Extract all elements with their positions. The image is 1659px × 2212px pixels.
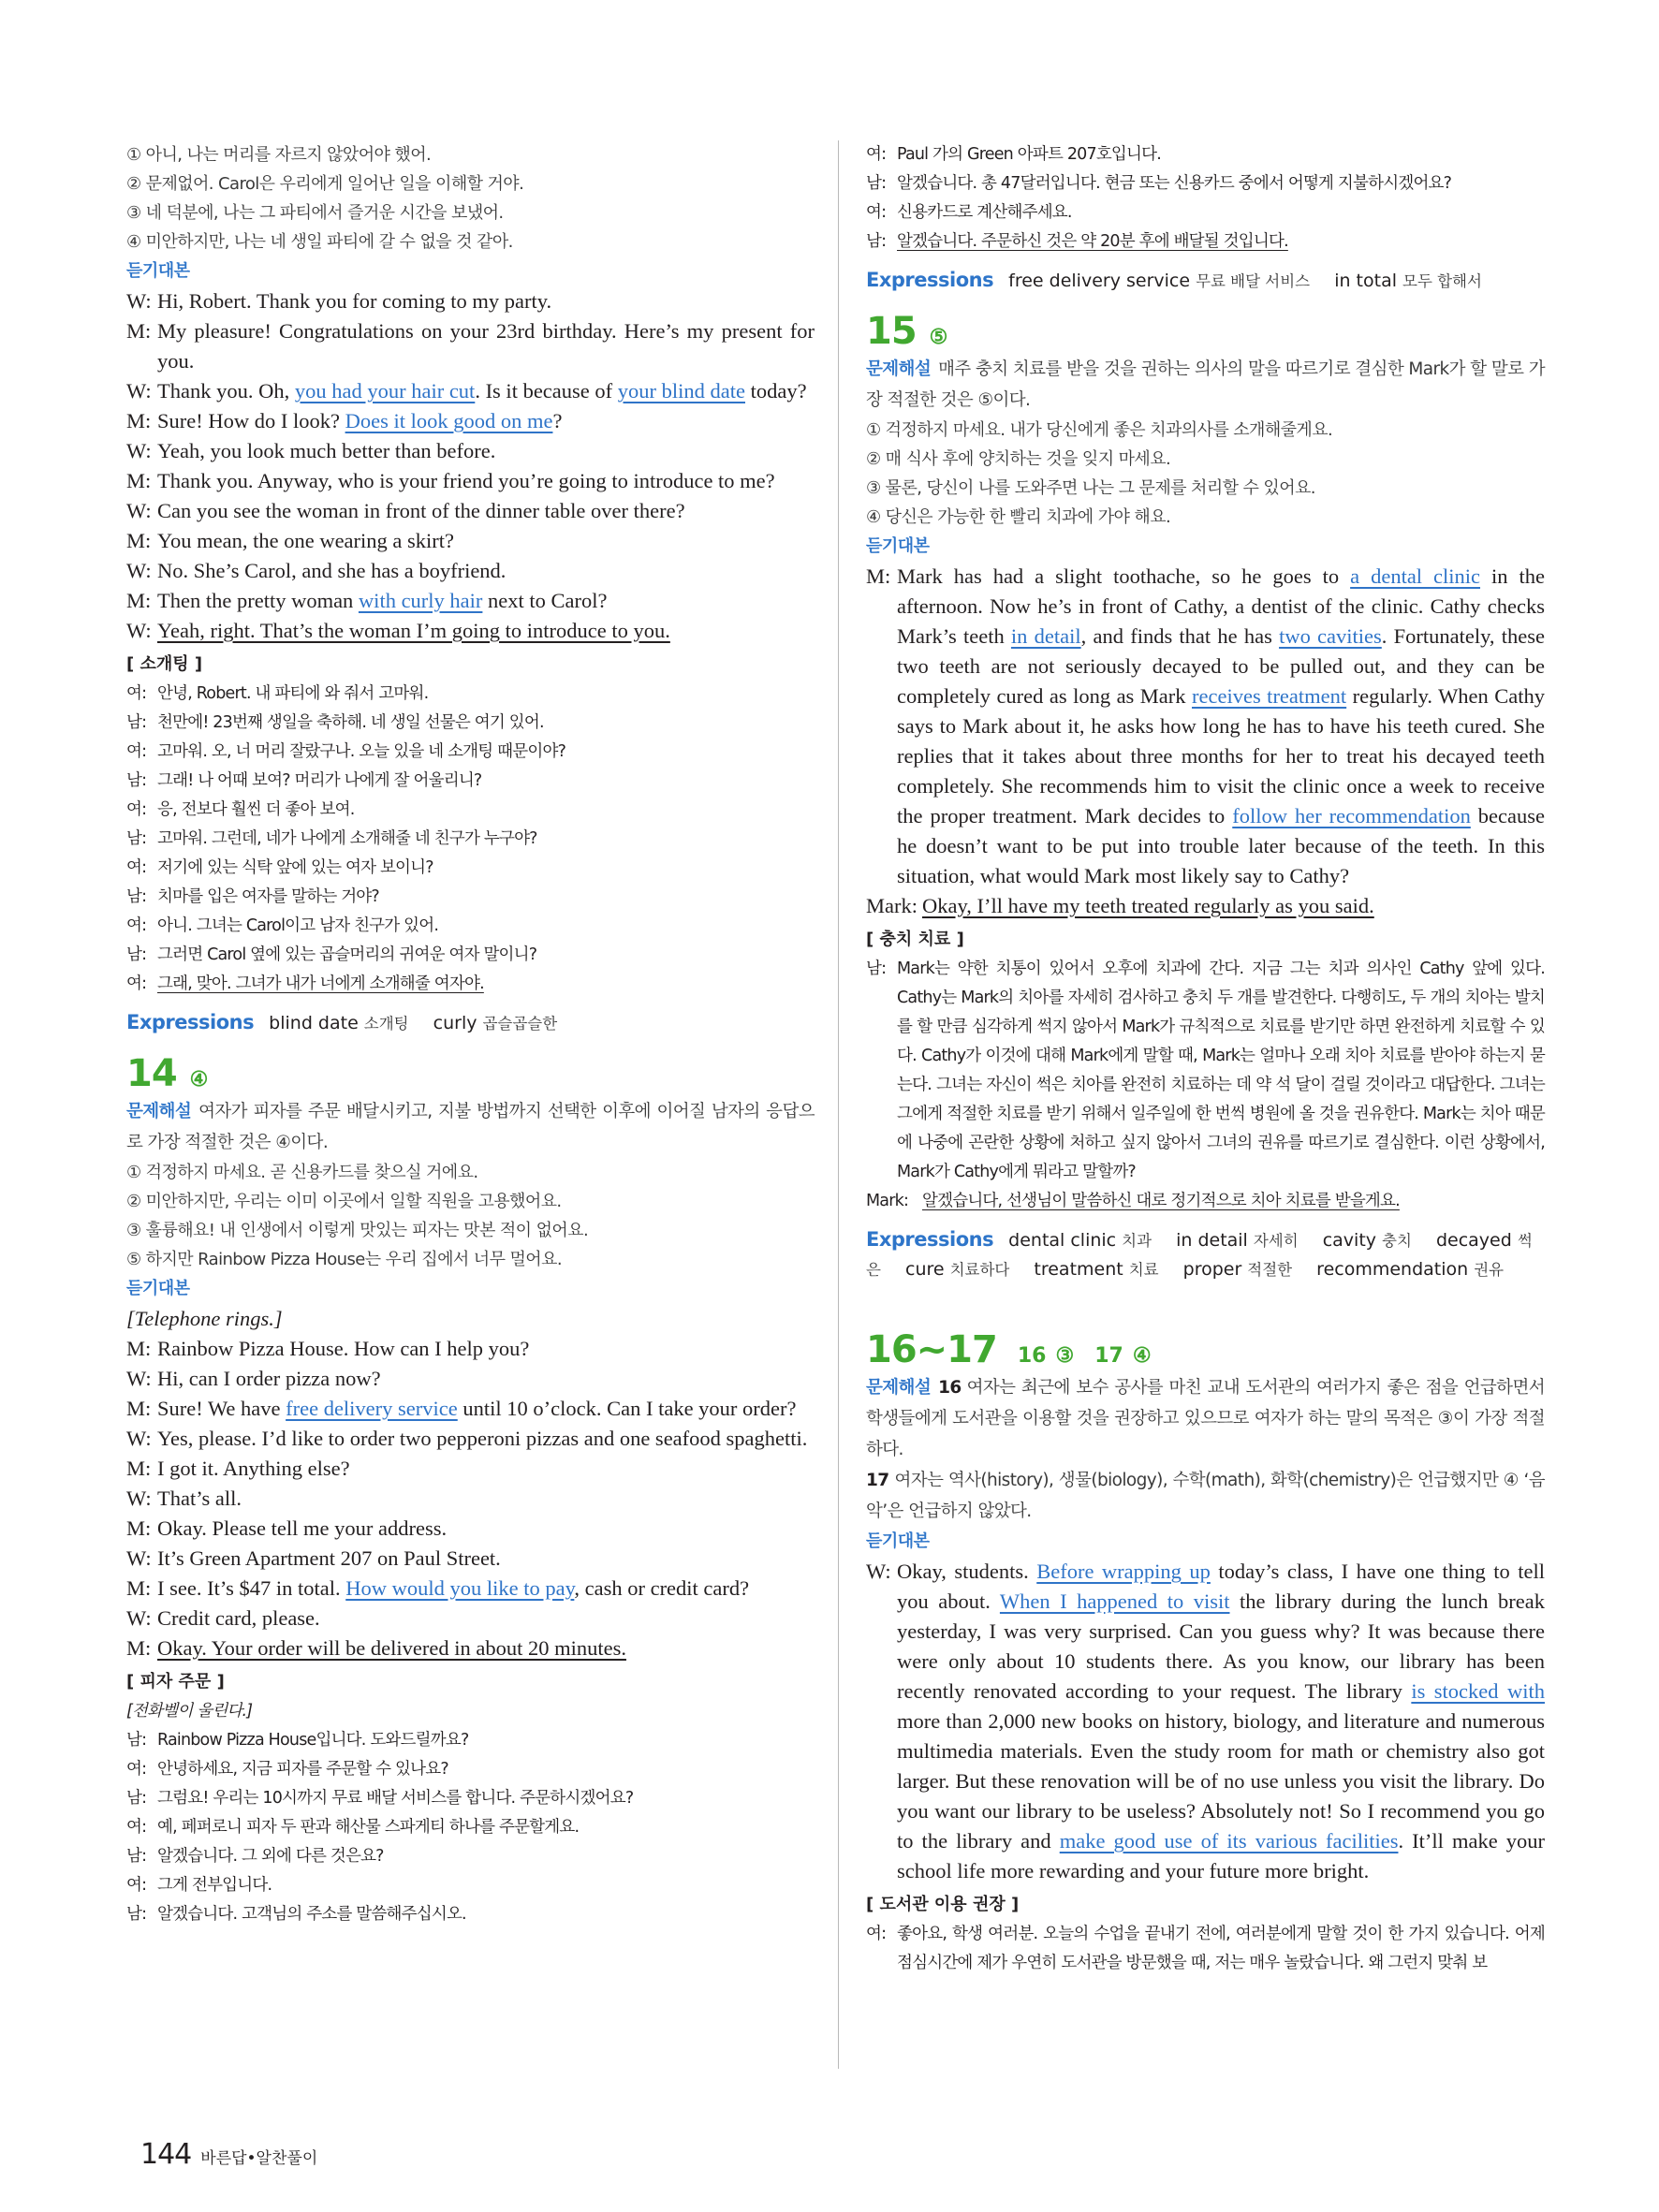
answer-line: Yeah, right. That’s the woman I’m going to introduce to you. — [157, 619, 670, 642]
q14-translation-title: [ 피자 주문 ] — [126, 1672, 225, 1692]
stage-direction: [Telephone rings.] — [126, 1307, 283, 1330]
book-title: 바른답•알찬풀이 — [200, 2149, 318, 2168]
q15-option-4: ④ 당신은 가능한 한 빨리 치과에 가야 해요. — [866, 507, 1171, 527]
q15-explanation: 문제해설 매주 충치 치료를 받을 것을 권하는 의사의 말을 따르기로 결심한 Mark가 할 말로 가장 적절한 것은 ⑤이다. — [866, 359, 1545, 410]
dialogue-line: No. She’s Carol, and she has a boyfriend. — [157, 559, 507, 582]
q13-script — [126, 286, 815, 646]
q17-explanation: 17 여자는 역사(history), 생물(biology), 수학(math), 화학(chemistry)은 언급했지만 ④ ‘음악’은 언급하지 않았다. — [866, 1471, 1545, 1521]
q16-17-translation-title: [ 도서관 이용 권장 ] — [866, 1895, 1020, 1914]
page-footer — [140, 2138, 317, 2171]
q15-option-2: ② 매 식사 후에 양치하는 것을 잊지 마세요. — [866, 449, 1171, 469]
right-column — [866, 140, 1545, 1978]
q14-option-3: ③ 훌륭해요! 내 인생에서 이렇게 맛있는 피자는 맛본 적이 없어요. — [126, 1221, 589, 1240]
speaker: W: — [126, 559, 152, 582]
q13-translation-title: [ 소개팅 ] — [126, 654, 203, 674]
q13-option-1: ① 아니, 나는 머리를 자르지 않았어야 했어. — [126, 145, 432, 165]
speaker: M: — [126, 529, 152, 552]
q16-17-script-label: 듣기대본 — [866, 1531, 930, 1551]
speaker: M: — [126, 589, 152, 612]
key-phrase: a dental clinic — [1350, 564, 1481, 588]
q14-header — [126, 1051, 815, 1096]
q15-option-3: ③ 물론, 당신이 나를 도와주면 나는 그 문제를 처리할 수 있어요. — [866, 478, 1315, 498]
key-phrase: is stocked with — [1411, 1679, 1545, 1703]
answer-line: Okay. Your order will be delivered in about 20 minutes. — [157, 1636, 626, 1660]
key-phrase: your blind date — [617, 379, 745, 403]
q14-option-2: ② 미안하지만, 우리는 이미 이곳에서 일할 직원을 고용했어요. — [126, 1192, 562, 1211]
key-phrase: Does it look good on me — [345, 409, 553, 432]
q13-option-3: ③ 네 덕분에, 나는 그 파티에서 즐거운 시간을 보냈어. — [126, 203, 504, 223]
key-phrase: two cavities — [1279, 624, 1382, 648]
left-column — [126, 140, 815, 1929]
dialogue-line: Then the pretty woman with curly hair next to Carol? — [157, 589, 608, 612]
key-phrase: follow her recommendation — [1232, 804, 1471, 828]
q14-translation: [전화벨이 울린다.] 남: Rainbow Pizza House입니다. 도와드릴까요? 여: 안녕하세요, 지금 피자를 주문할 수 있나요? 남: 그럼요! 우리는 10시까지 무료 배달 서비스를 합니다. 주문하시겠어요? 여: 예, 페퍼로니 피자 두 판과 해산물 스파게티 하나를 주문할게요. 남: 알겠습니다. 그 외에 다른 것은요? 여: 그게 전부입니다. 남: 알겠습니다. 고객님의 주소를 말씀해주십시오. — [126, 1702, 634, 1924]
q13-script-label: 듣기대본 — [126, 261, 190, 281]
question-number: 15 — [866, 310, 917, 353]
dialogue-line: Sure! How do I look? Does it look good on me? — [157, 409, 563, 432]
speaker: W: — [126, 499, 152, 522]
dialogue-line: Can you see the woman in front of the dinner table over there? — [157, 499, 685, 522]
q13-option-2: ② 문제없어. Carol은 우리에게 일어난 일을 이해할 거야. — [126, 174, 524, 194]
question-answer: ⑤ — [929, 325, 948, 349]
q16-17-header: 16~17 16 ③ 17 ④ — [866, 1328, 1152, 1371]
q14-expressions: Expressions free delivery service 무료 배달 서비스 in total 모두 합해서 — [866, 269, 1482, 291]
dialogue-line: Yeah, you look much better than before. — [157, 439, 496, 462]
key-phrase: Before wrapping up — [1036, 1560, 1211, 1583]
speaker: W: — [126, 289, 152, 313]
key-phrase: in detail — [1010, 624, 1081, 648]
q15-translation-title: [ 충치 치료 ] — [866, 930, 964, 949]
q14-explanation: 문제해설 여자가 피자를 주문 배달시키고, 지불 방법까지 선택한 이후에 이어질 남자의 응답으로 가장 적절한 것은 ④이다. — [126, 1102, 815, 1152]
q15-expressions: Expressions dental clinic 치과 in detail 자세히 cavity 충치 decayed 썩은 cure 치료하다 treatment 치료 proper 적절한 recommendation 권유 — [866, 1228, 1533, 1280]
key-phrase: you had your hair cut — [294, 379, 476, 403]
dialogue-line — [157, 616, 815, 646]
q14-script-label: 듣기대본 — [126, 1279, 190, 1298]
dialogue-line: You mean, the one wearing a skirt? — [157, 529, 455, 552]
dialogue-line: My pleasure! Congratulations on your 23rd birthday. Here’s my present for you. — [157, 319, 815, 373]
q13-translation: 여: 안녕, Robert. 내 파티에 와 줘서 고마워. 남: 천만에! 23번째 생일을 축하해. 네 생일 선물은 여기 있어. 여: 고마워. 오, 너 머리 잘랐구나. 오늘 있을 네 소개팅 때문이야? 남: 그래! 나 어때 보여? 머리가 나에게 잘 어울리니? 여: 응, 전보다 훨씬 더 좋아 보여. 남: 고마워. 그런데, 네가 나에게 소개해줄 네 친구가 누구야? 여: 저기에 있는 식탁 앞에 있는 여자 보이니? 남: 치마를 입은 여자를 말하는 거야? 여: 아니. 그녀는 Carol이고 남자 친구가 있어. 남: 그러면 Carol 옆에 있는 곱슬머리의 귀여운 여자 말이니? 여: 그래, 맞아. 그녀가 내가 너에게 소개해줄 여자야. — [126, 684, 566, 993]
q15-header — [866, 309, 1545, 354]
key-phrase: How would you like to pay — [345, 1576, 575, 1600]
answer-translation: 알겠습니다, 선생님이 말씀하신 대로 정기적으로 치아 치료를 받을게요. — [922, 1192, 1400, 1210]
q14-option-1: ① 걱정하지 마세요. 곧 신용카드를 찾으실 거에요. — [126, 1163, 478, 1182]
speaker: W: — [126, 379, 152, 403]
question-answer: ④ — [189, 1067, 209, 1091]
speaker: M: — [126, 409, 152, 432]
q16-17-translation: 여: 좋아요, 학생 여러분. 오늘의 수업을 끝내기 전에, 여러분에게 말할 것이 한 가지 있습니다. 어제 점심시간에 제가 우연히 도서관을 방문했을 때, 저는 매우 놀랐습니다. 왜 그런지 맞춰 보 — [866, 1925, 1545, 1972]
q15-script-label: 듣기대본 — [866, 536, 930, 556]
q16-explanation: 문제해설 16 여자는 최근에 보수 공사를 마친 교내 도서관의 여러가지 좋은 점을 언급하면서 학생들에게 도서관을 이용할 것을 권장하고 있으므로 여자가 하는 말의 목적은 ③이 가장 적절하다. — [866, 1378, 1545, 1459]
answer-line: Okay, I’ll have my teeth treated regularly as you said. — [922, 894, 1374, 917]
key-phrase: with curly hair — [358, 589, 483, 612]
answer-translation: 그래, 맞아. 그녀가 내가 너에게 소개해줄 여자야. — [157, 974, 484, 993]
q14-translation-continued: 여: Paul 가의 Green 아파트 207호입니다. 남: 알겠습니다. 총 47달러입니다. 현금 또는 신용카드 중에서 어떻게 지불하시겠어요? 여: 신용카드로 계산해주세요. 남: 알겠습니다. 주문하신 것은 약 20분 후에 배달될 것입니다. — [866, 145, 1452, 251]
speaker: M: — [126, 319, 152, 343]
key-phrase: make good use of its various facilities — [1059, 1829, 1399, 1853]
question-number: 16~17 — [866, 1328, 997, 1371]
dialogue-line: Hi, Robert. Thank you for coming to my party. — [157, 289, 552, 313]
dialogue-line: Thank you. Anyway, who is your friend you’re going to introduce to me? — [157, 469, 775, 492]
speaker: M: — [126, 469, 152, 492]
q15-script: M: Mark has had a slight toothache, so he goes to a dental clinic in the afternoon. Now he’s in front of Cathy, a dentist of the clinic. Cathy checks Mark’s teeth in detail, and finds that he has two cavities. Fortunately, these two teeth are not seriously decayed to be pulled out, and they can be completely cured as long as Mark receives treatment regularly. When Cathy says to Mark about it, he asks how long he has to have his teeth cured. She replies that it takes about three months for her to treat his decayed teeth completely. She recommends him to visit the clinic once a week to receive the proper treatment. Mark decides to follow her recommendation because he doesn’t want to be put into trouble later because of the teeth. In this situation, what would Mark most likely say to Cathy? Mark: Okay, I’ll have my teeth treated regularly as you said. — [866, 564, 1546, 917]
column-divider — [838, 140, 839, 2069]
page-number: 144 — [140, 2138, 192, 2171]
key-phrase: When I happened to visit — [999, 1589, 1230, 1613]
q15-option-1: ① 걱정하지 마세요. 내가 당신에게 좋은 치과의사를 소개해줄게요. — [866, 420, 1333, 440]
speaker: W: — [126, 619, 152, 642]
dialogue-line: Thank you. Oh, you had your hair cut. Is it because of your blind date today? — [157, 379, 807, 403]
q14-option-5: ⑤ 하지만 Rainbow Pizza House는 우리 집에서 너무 멀어요. — [126, 1250, 562, 1269]
q14-script: [Telephone rings.] M: Rainbow Pizza House. How can I help you? W: Hi, can I order pizza now? M: Sure! We have free delivery service until 10 o’clock. Can I take your order? W: Yes, please. I’d like to order two pepperoni pizzas and one seafood spaghetti. M: I got it. Anything else? W: That’s all. M: Okay. Please tell me your address. W: It’s Green Apartment 207 on Paul Street. M: I see. It’s $47 in total. How would you like to pay, cash or credit card? W: Credit card, please. M: Okay. Your order will be delivered in about 20 minutes. — [126, 1304, 815, 1663]
speaker: W: — [126, 439, 152, 462]
q15-translation: 남: Mark는 약한 치통이 있어서 오후에 치과에 간다. 지금 그는 치과 의사인 Cathy 앞에 있다. Cathy는 Mark의 치아를 자세히 검사하고 충치 두 개를 발견한다. 다행히도, 두 개의 치아는 발치를 할 만큼 심각하게 썩지 않아서 Mark가 규칙적으로 치료를 받기만 하면 완전하게 치료할 수 있다. Cathy가 이것에 대해 Mark에게 말할 때, Mark는 얼마나 오래 치아 치료를 받아야 하는지 묻는다. 그녀는 자신이 썩은 치아를 완전히 치료하는 데 약 석 달이 걸릴 것이라고 대답한다. 그녀는 그에게 적절한 치료를 받기 위해서 일주일에 한 번씩 병원에 올 것을 권유한다. Mark는 치아 때문에 나중에 곤란한 상황에 처하고 싶지 않아서 그녀의 권유를 따르기로 결심한다. 이런 상황에서, Mark가 Cathy에게 뭐라고 말할까? Mark: 알겠습니다, 선생님이 말씀하신 대로 정기적으로 치아 치료를 받을게요. — [866, 960, 1545, 1210]
q16-17-script: W: Okay, students. Before wrapping up today’s class, I have one thing to tell you about. When I happened to visit the library during the lunch break yesterday, I was very surprised. Can you guess why? It was because there were only about 10 students there. As you know, our library has been recently renovated according to your request. The library is stocked with more than 2,000 new books on history, biology, and literature and numerous multimedia materials. Even the study room for math or chemistry also got larger. But these renovation will be of no use unless you visit the library. Do you want our library to be useless? Absolutely not! So I recommend you go to the library and make good use of its various facilities. It’ll make your school life more rewarding and your future more bright. — [866, 1560, 1545, 1882]
question-number: 14 — [126, 1052, 177, 1095]
answer-translation: 알겠습니다. 주문하신 것은 약 20분 후에 배달될 것입니다. — [897, 232, 1288, 251]
key-phrase: free delivery service — [286, 1397, 458, 1420]
q13-expressions: Expressions blind date 소개팅 curly 곱슬곱슬한 — [126, 1011, 558, 1033]
key-phrase: receives treatment — [1192, 684, 1347, 708]
q13-option-4: ④ 미안하지만, 나는 네 생일 파티에 갈 수 없을 것 같아. — [126, 232, 513, 252]
